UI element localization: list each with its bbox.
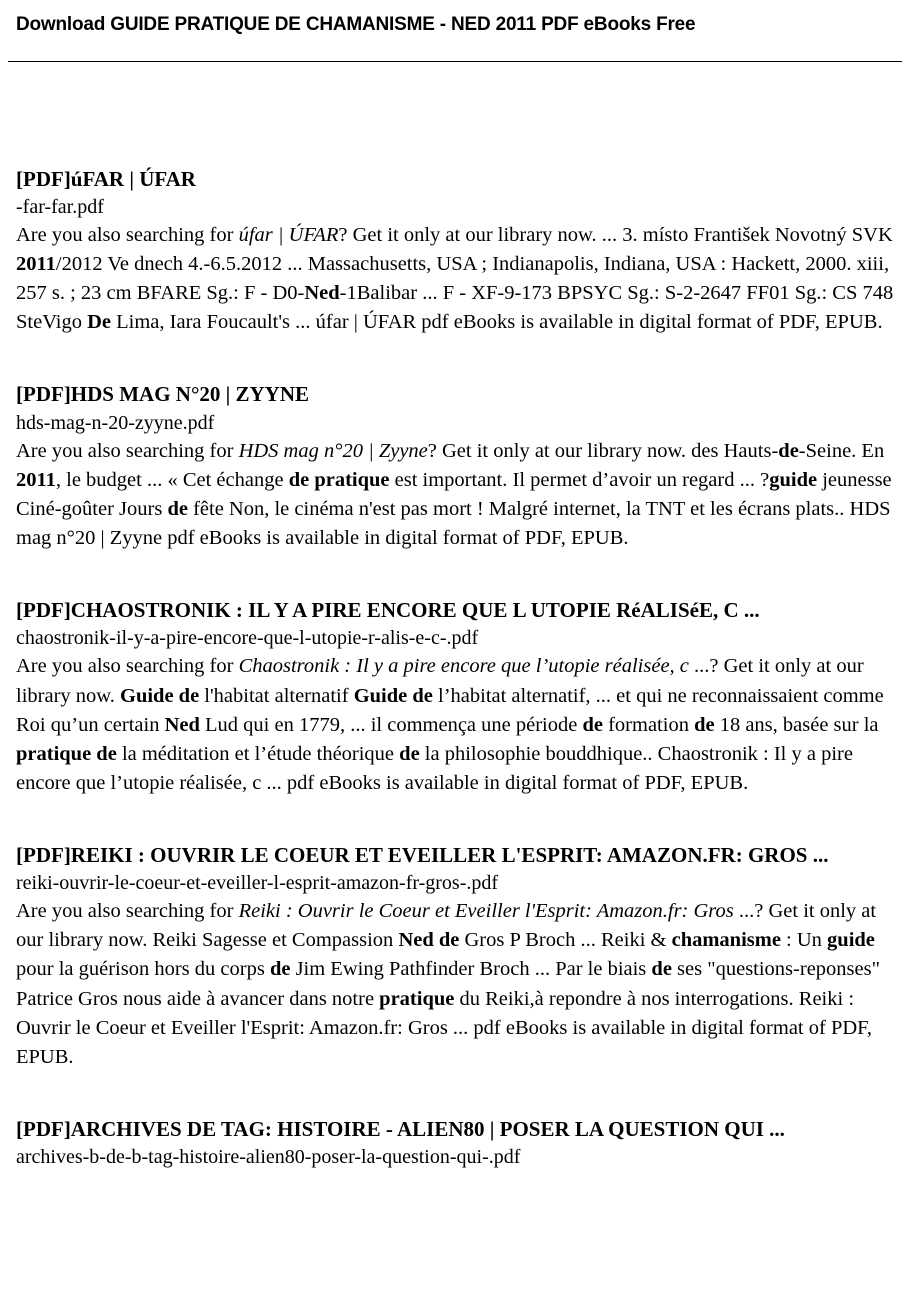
result-filename: -far-far.pdf [16, 196, 104, 219]
list-item [16, 381, 894, 553]
result-filename: chaostronik-il-y-a-pire-encore-que-l-utopie-r-alis-e-c-.pdf [16, 627, 479, 650]
result-title[interactable]: [PDF]ARCHIVES DE TAG: HISTOIRE - ALIEN80 | POSER LA QUESTION QUI ... [16, 1116, 785, 1141]
list-item [16, 166, 894, 338]
result-title[interactable]: [PDF]CHAOSTRONIK : IL Y A PIRE ENCORE QUE L UTOPIE RéALISéE, C ... [16, 598, 760, 623]
list-item [16, 597, 894, 798]
list-item [16, 842, 894, 1072]
header-divider [8, 61, 902, 62]
result-filename: archives-b-de-b-tag-histoire-alien80-poser-la-question-qui-.pdf [16, 1146, 521, 1169]
result-title[interactable]: [PDF]HDS MAG N°20 | ZYYNE [16, 382, 310, 407]
result-snippet: Are you also searching for Chaostronik : Il y a pire encore que l’utopie réalisée, c ...? Get it only at our library now. Guide de l'habitat alternatif Guide de l’habitat alternatif, ... et qui ne reconnaissaient comme Roi qu’un certain Ned Lud qui en 1779, ... il commença une période de formation de 18 ans, basée sur la pratique de la méditation et l’étude théorique de la philosophie bouddhique.. Chaostronik : Il y a pire encore que l’utopie réalisée, c ... pdf eBooks is available in digital format of PDF, EPUB. [16, 655, 884, 794]
page-title: Download GUIDE PRATIQUE DE CHAMANISME - NED 2011 PDF eBooks Free [16, 14, 696, 35]
list-item [16, 1116, 894, 1170]
result-title[interactable]: [PDF]úFAR | ÚFAR [16, 166, 196, 191]
result-title[interactable]: [PDF]REIKI : OUVRIR LE COEUR ET EVEILLER L'ESPRIT: AMAZON.FR: GROS ... [16, 842, 829, 867]
search-results-list [8, 166, 902, 1170]
result-snippet: Are you also searching for úfar | ÚFAR? Get it only at our library now. ... 3. místo František Novotný SVK 2011/2012 Ve dnech 4.-6.5.2012 ... Massachusetts, USA ; Indianapolis, Indiana, USA : Hackett, 2000. xiii, 257 s. ; 23 cm BFARE Sg.: F - D0-Ned-1Balibar ... F - XF-9-173 BPSYC Sg.: S-2-2647 FF01 Sg.: CS 748 SteVigo De Lima, Iara Foucault's ... úfar | ÚFAR pdf eBooks is available in digital format of PDF, EPUB. [16, 224, 894, 334]
result-filename: reiki-ouvrir-le-coeur-et-eveiller-l-esprit-amazon-fr-gros-.pdf [16, 872, 499, 895]
result-snippet: Are you also searching for Reiki : Ouvrir le Coeur et Eveiller l'Esprit: Amazon.fr: Gros ...? Get it only at our library now. Reiki Sagesse et Compassion Ned de Gros P Broch ... Reiki & chamanisme : Un guide pour la guérison hors du corps de Jim Ewing Pathfinder Broch ... Par le biais de ses "questions-reponses" Patrice Gros nous aide à avancer dans notre pratique du Reiki,à repondre à nos interrogations. Reiki : Ouvrir le Coeur et Eveiller l'Esprit: Amazon.fr: Gros ... pdf eBooks is available in digital format of PDF, EPUB. [16, 900, 880, 1068]
result-filename: hds-mag-n-20-zyyne.pdf [16, 411, 215, 434]
result-snippet: Are you also searching for HDS mag n°20 | Zyyne? Get it only at our library now. des Hauts-de-Seine. En 2011, le budget ... « Cet échange de pratique est important. Il permet d’avoir un regard ... ?guide jeunesse Ciné-goûter Jours de fête Non, le cinéma n'est pas mort ! Malgré internet, la TNT et les écrans plats.. HDS mag n°20 | Zyyne pdf eBooks is available in digital format of PDF, EPUB. [16, 439, 892, 550]
